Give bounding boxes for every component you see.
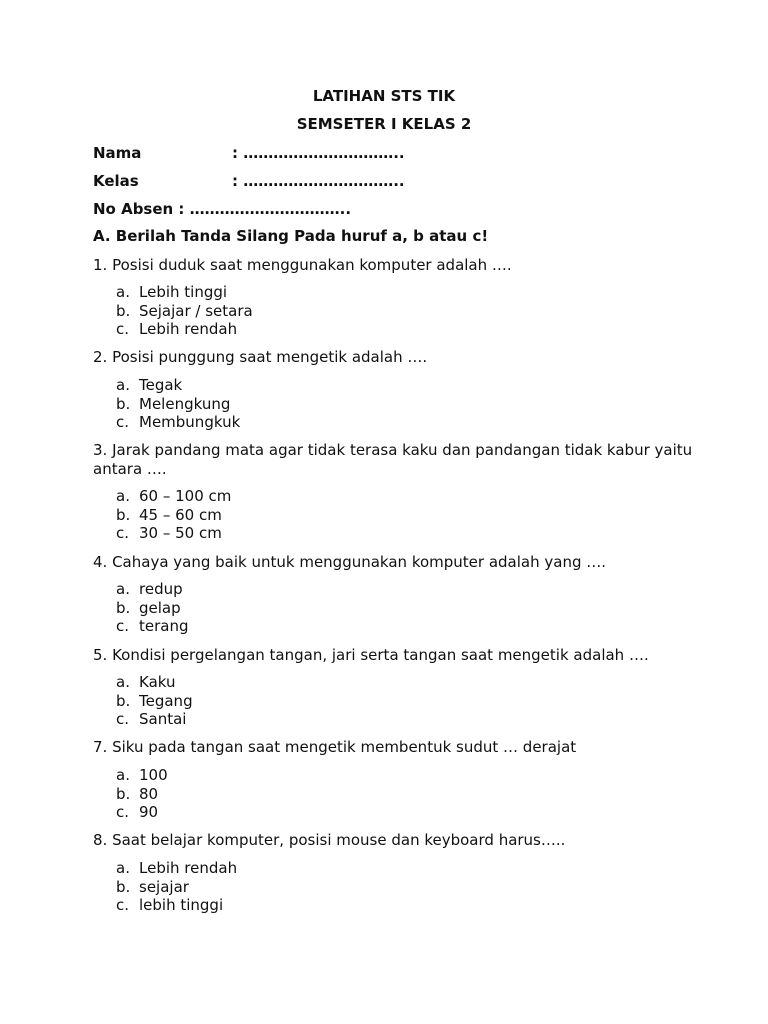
option-b [116, 785, 168, 804]
option-letter: c. [116, 896, 130, 914]
option-text: Tegang [139, 691, 193, 710]
question-4: 4. Cahaya yang baik untuk menggunakan komputer adalah yang …. [93, 553, 607, 571]
option-letter: a. [116, 766, 130, 784]
option-text: Lebih rendah [139, 859, 238, 877]
option-text: 45 – 60 cm [139, 505, 222, 524]
option-letter: b. [116, 301, 131, 320]
option-b [116, 692, 193, 711]
question-5: 5. Kondisi pergelangan tangan, jari serta tangan saat mengetik adalah …. [93, 646, 649, 664]
document-title: LATIHAN STS TIK [312, 87, 456, 105]
option-a [116, 859, 237, 878]
option-text: 30 – 50 cm [139, 524, 222, 542]
option-text: Lebih rendah [139, 320, 238, 338]
field-no-absen-label: No Absen : ………………………….. [93, 200, 352, 218]
field-nama-value: : ………………………….. [232, 144, 405, 162]
option-text: Membungkuk [139, 413, 241, 431]
option-b [116, 395, 240, 414]
option-c [116, 524, 231, 543]
option-letter: c. [116, 413, 130, 431]
option-letter: a. [116, 673, 130, 691]
option-a [116, 487, 231, 506]
option-b [116, 302, 253, 321]
option-text: Santai [139, 710, 187, 728]
field-kelas [93, 172, 405, 190]
option-a [116, 766, 168, 785]
question-2-options [116, 376, 240, 432]
option-letter: c. [116, 320, 130, 338]
option-a [116, 580, 189, 599]
question-5-options [116, 673, 193, 729]
option-a [116, 283, 253, 302]
option-letter: c. [116, 803, 130, 821]
option-c [116, 617, 189, 636]
option-text: sejajar [139, 877, 189, 896]
option-b [116, 599, 189, 618]
option-text: terang [139, 617, 189, 635]
question-3-options [116, 487, 231, 543]
option-text: Melengkung [139, 394, 231, 413]
question-2: 2. Posisi punggung saat mengetik adalah …. [93, 348, 428, 366]
field-nama-label: Nama [93, 144, 142, 162]
field-kelas-label: Kelas [93, 172, 139, 190]
option-letter: b. [116, 877, 131, 896]
option-c [116, 710, 193, 729]
option-text: Kaku [139, 673, 176, 691]
field-kelas-value: : ………………………….. [232, 172, 405, 190]
question-1: 1. Posisi duduk saat menggunakan komputer adalah …. [93, 256, 512, 274]
question-7-options [116, 766, 168, 822]
option-text: Lebih tinggi [139, 283, 228, 301]
option-text: Sejajar / setara [139, 301, 253, 320]
question-8: 8. Saat belajar komputer, posisi mouse dan keyboard harus….. [93, 831, 566, 849]
option-letter: c. [116, 524, 130, 542]
document-subtitle: SEMSETER I KELAS 2 [296, 115, 472, 133]
option-letter: b. [116, 784, 131, 803]
question-3: 3. Jarak pandang mata agar tidak terasa kaku dan pandangan tidak kabur yaitu antara …. [93, 441, 693, 478]
option-letter: b. [116, 598, 131, 617]
option-a [116, 673, 193, 692]
option-text: redup [139, 580, 183, 598]
option-letter: a. [116, 487, 130, 505]
option-text: 80 [139, 784, 159, 803]
option-text: lebih tinggi [139, 896, 224, 914]
question-4-options [116, 580, 189, 636]
option-b [116, 506, 231, 525]
option-letter: c. [116, 617, 130, 635]
option-text: 60 – 100 cm [139, 487, 232, 505]
option-letter: a. [116, 580, 130, 598]
option-text: gelap [139, 598, 181, 617]
option-text: 90 [139, 803, 159, 821]
option-c [116, 320, 253, 339]
option-letter: b. [116, 394, 131, 413]
option-c [116, 896, 237, 915]
field-nama [93, 144, 405, 162]
field-no-absen [93, 200, 351, 218]
section-heading: A. Berilah Tanda Silang Pada huruf a, b atau c! [93, 227, 489, 245]
question-8-options [116, 859, 237, 915]
option-letter: a. [116, 283, 130, 301]
option-letter: a. [116, 859, 130, 877]
option-letter: b. [116, 691, 131, 710]
option-c [116, 803, 168, 822]
option-letter: a. [116, 376, 130, 394]
option-letter: b. [116, 505, 131, 524]
question-7: 7. Siku pada tangan saat mengetik membentuk sudut … derajat [93, 738, 577, 756]
option-c [116, 413, 240, 432]
option-a [116, 376, 240, 395]
option-b [116, 878, 237, 897]
question-1-options [116, 283, 253, 339]
option-text: Tegak [139, 376, 183, 394]
option-letter: c. [116, 710, 130, 728]
option-text: 100 [139, 766, 168, 784]
